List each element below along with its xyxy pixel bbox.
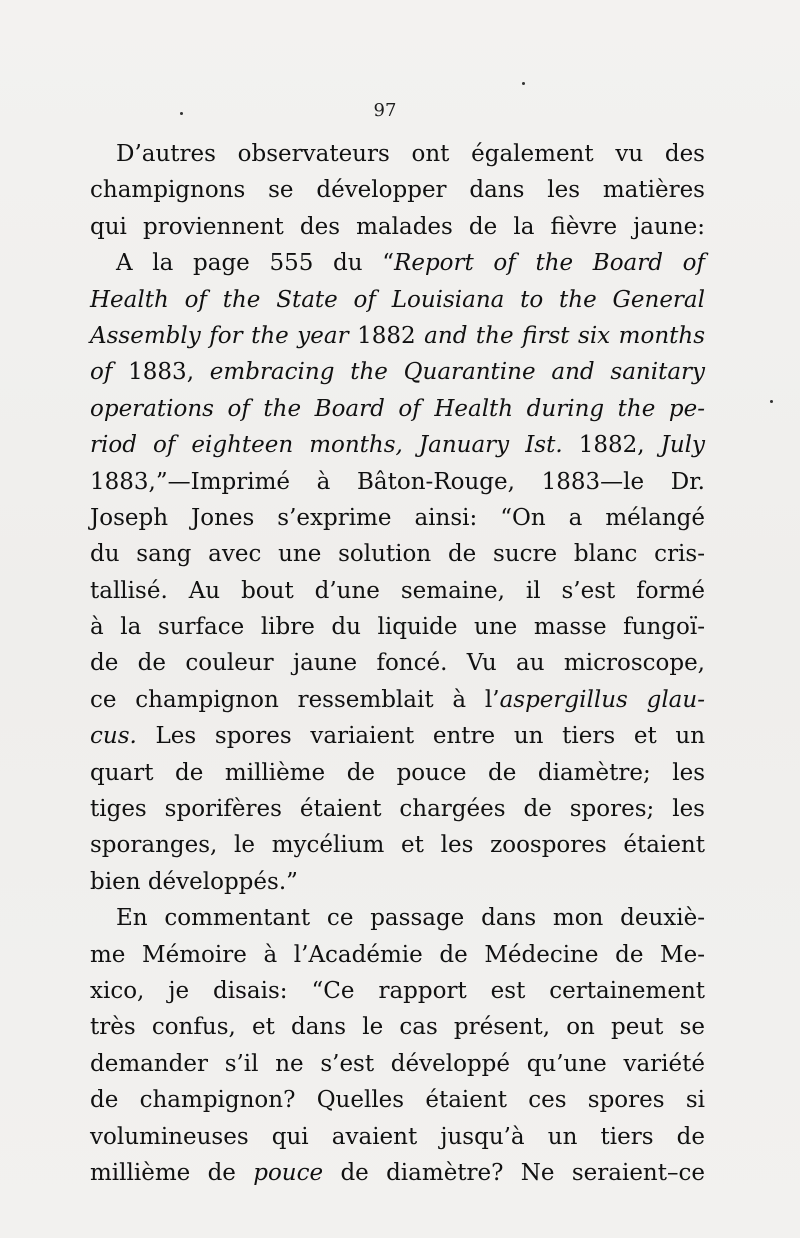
italic-text: operations of the Board of Health during the pe- (90, 395, 705, 422)
text-segment: A la page 555 du “ (116, 250, 395, 277)
text-segment: bien développés.” (90, 868, 298, 895)
speck-mark (770, 400, 773, 403)
text-line (90, 427, 705, 463)
speck-mark (180, 112, 183, 115)
text-line (90, 900, 705, 936)
text-line (90, 318, 705, 354)
text-segment: du sang avec une solution de sucre blanc cris- (90, 541, 705, 568)
text-segment: me Mémoire à l’Académie de Médecine de Me- (90, 941, 705, 968)
italic-text: Health of the State of Louisiana to the General (90, 286, 705, 313)
text-segment: de de couleur jaune foncé. Vu au microscope, (90, 650, 705, 677)
text-segment: très confus, et dans le cas présent, on peut se (90, 1014, 705, 1041)
text-line (90, 209, 705, 245)
text-segment: 1882, (578, 432, 661, 459)
text-segment: de diamètre? Ne seraient–ce (323, 1159, 705, 1186)
text-line (90, 245, 705, 281)
page-number: 97 (373, 100, 397, 121)
body-text (90, 136, 705, 1191)
text-segment: En commentant ce passage dans mon deuxiè- (116, 905, 705, 932)
text-line (90, 827, 705, 863)
text-line (90, 1119, 705, 1155)
text-line (90, 464, 705, 500)
italic-text: aspergillus glau- (499, 686, 705, 713)
text-line (90, 609, 705, 645)
text-line (90, 1009, 705, 1045)
text-line (90, 172, 705, 208)
italic-text: Report of the Board of (394, 250, 706, 277)
text-line (90, 864, 705, 900)
text-line (90, 718, 705, 754)
text-line (90, 136, 705, 172)
text-line (90, 500, 705, 536)
text-segment: ce champignon ressemblait à l’ (90, 686, 500, 713)
text-line (90, 937, 705, 973)
text-line (90, 573, 705, 609)
text-line (90, 536, 705, 572)
text-line (90, 391, 705, 427)
text-line (90, 1082, 705, 1118)
text-segment: quart de millième de pouce de diamètre; les (90, 759, 705, 786)
text-segment: Les spores variaient entre un tiers et un (155, 723, 706, 750)
italic-text: of (90, 359, 129, 386)
text-line (90, 282, 705, 318)
text-segment: xico, je disais: “Ce rapport est certainement (90, 977, 705, 1004)
italic-text: and the first six months (424, 322, 705, 349)
text-line (90, 1155, 705, 1191)
text-segment: à la surface libre du liquide une masse fungoï- (90, 614, 705, 641)
text-segment: tallisé. Au bout d’une semaine, il s’est formé (90, 577, 705, 604)
text-line (90, 755, 705, 791)
italic-text: July (660, 432, 705, 459)
text-line (90, 1046, 705, 1082)
text-segment: 1883,”—Imprimé à Bâton-Rouge, 1883—le Dr. (90, 468, 705, 495)
text-segment: 1883, (128, 359, 210, 386)
text-segment: demander s’il ne s’est développé qu’une variété (90, 1050, 705, 1077)
text-line (90, 645, 705, 681)
text-segment: tiges sporifères étaient chargées de spores; les (90, 796, 705, 823)
italic-text: embracing the Quarantine and sanitary (209, 359, 706, 386)
text-segment: champignons se développer dans les matières (90, 177, 705, 204)
text-segment: sporanges, le mycélium et les zoospores étaient (90, 832, 705, 859)
text-segment: de champignon? Quelles étaient ces spores si (90, 1087, 705, 1114)
text-segment: D’autres observateurs ont également vu des (116, 141, 705, 167)
text-segment: volumineuses qui avaient jusqu’à un tiers de (90, 1123, 705, 1150)
italic-text: Assembly for the year (90, 322, 358, 349)
italic-text: cus. (90, 723, 156, 750)
speck-mark (522, 82, 525, 85)
italic-text: pouce (253, 1159, 324, 1186)
text-segment: 1882 (357, 322, 425, 349)
text-segment: Joseph Jones s’exprime ainsi: “On a mélangé (90, 504, 705, 531)
text-line (90, 682, 705, 718)
text-segment: qui proviennent des malades de la fièvre jaune: (90, 213, 705, 240)
text-line (90, 354, 705, 390)
italic-text: riod of eighteen months, January Ist. (90, 432, 579, 459)
text-line (90, 973, 705, 1009)
text-segment: millième de (90, 1159, 254, 1186)
text-line (90, 791, 705, 827)
